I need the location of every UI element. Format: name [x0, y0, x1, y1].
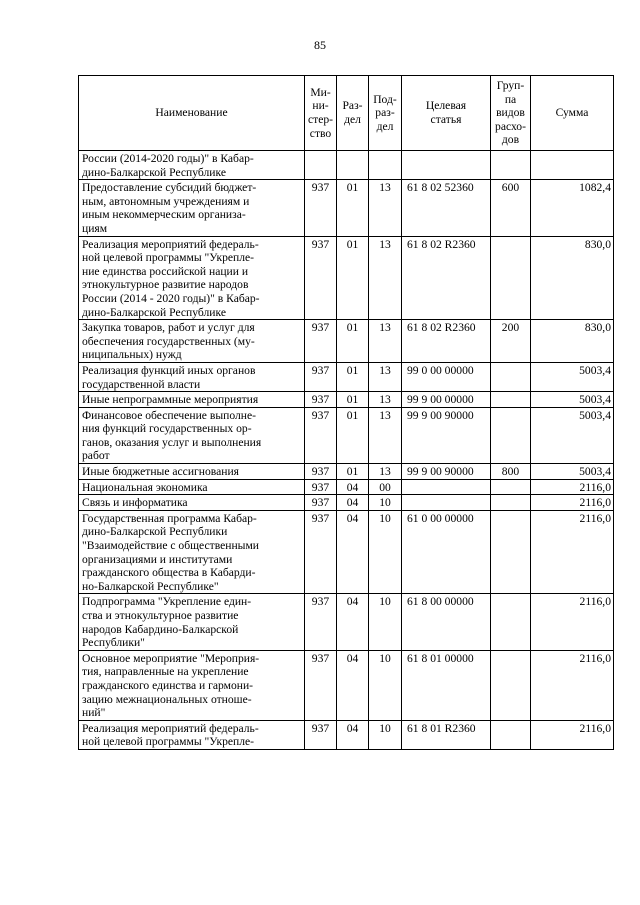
cell-target: 61 8 01 R2360 — [402, 720, 491, 749]
cell-subsection: 13 — [369, 392, 402, 408]
cell-group — [491, 594, 531, 650]
cell-subsection: 13 — [369, 464, 402, 480]
cell-section: 01 — [337, 392, 369, 408]
cell-target: 99 9 00 90000 — [402, 407, 491, 463]
cell-group: 200 — [491, 320, 531, 363]
cell-subsection — [369, 151, 402, 180]
cell-name: Иные бюджетные ассигнования — [79, 464, 305, 480]
table-row — [79, 392, 614, 408]
cell-section: 04 — [337, 720, 369, 749]
table-row — [79, 495, 614, 511]
cell-sum: 5003,4 — [531, 464, 614, 480]
cell-section: 04 — [337, 479, 369, 495]
cell-name: Финансовое обеспечение выполне- ния функций государственных ор- ганов, оказания услуг и выполнения работ — [79, 407, 305, 463]
cell-sum — [531, 151, 614, 180]
cell-name: Государственная программа Кабар- дино-Балкарской Республики "Взаимодействие с общественными организациями и институтами гражданского общества в Кабарди- но-Балкарской Республике" — [79, 510, 305, 594]
cell-section: 04 — [337, 510, 369, 594]
cell-ministry: 937 — [305, 650, 337, 720]
cell-target: 61 8 00 00000 — [402, 594, 491, 650]
cell-subsection: 10 — [369, 720, 402, 749]
cell-name: Предоставление субсидий бюджет- ным, автономным учреждениям и иным некоммерческим организа- циям — [79, 180, 305, 236]
cell-subsection: 13 — [369, 407, 402, 463]
table-row — [79, 320, 614, 363]
cell-group — [491, 392, 531, 408]
cell-ministry — [305, 151, 337, 180]
cell-section: 04 — [337, 495, 369, 511]
cell-name: Связь и информатика — [79, 495, 305, 511]
cell-group — [491, 479, 531, 495]
cell-sum: 5003,4 — [531, 362, 614, 391]
cell-sum: 5003,4 — [531, 407, 614, 463]
cell-sum: 830,0 — [531, 320, 614, 363]
cell-group — [491, 495, 531, 511]
cell-ministry: 937 — [305, 594, 337, 650]
cell-sum: 2116,0 — [531, 510, 614, 594]
cell-subsection: 10 — [369, 650, 402, 720]
cell-section: 01 — [337, 464, 369, 480]
cell-group — [491, 510, 531, 594]
header-name: Наименование — [79, 76, 305, 151]
cell-section: 01 — [337, 236, 369, 320]
cell-target: 99 9 00 00000 — [402, 392, 491, 408]
page-number: 85 — [314, 38, 326, 52]
cell-target — [402, 495, 491, 511]
cell-ministry: 937 — [305, 720, 337, 749]
cell-subsection: 13 — [369, 236, 402, 320]
cell-ministry: 937 — [305, 392, 337, 408]
cell-section: 04 — [337, 650, 369, 720]
cell-subsection: 10 — [369, 594, 402, 650]
header-ministry: Ми- ни- стер- ство — [305, 76, 337, 151]
header-group: Груп- па видов расхо- дов — [491, 76, 531, 151]
header-section: Раз- дел — [337, 76, 369, 151]
cell-group — [491, 236, 531, 320]
header-sum: Сумма — [531, 76, 614, 151]
table-row — [79, 479, 614, 495]
budget-table — [78, 75, 614, 750]
table-row — [79, 180, 614, 236]
cell-name: Реализация мероприятий федераль- ной целевой программы "Укрепле- ние единства российской нации и этнокультурное развитие народов России (2014 - 2020 годы)" в Кабар- дино-Балкарской Республике — [79, 236, 305, 320]
cell-name: Закупка товаров, работ и услуг для обеспечения государственных (му- ниципальных) нужд — [79, 320, 305, 363]
table-row — [79, 236, 614, 320]
cell-target: 61 8 01 00000 — [402, 650, 491, 720]
cell-sum: 2116,0 — [531, 650, 614, 720]
cell-sum: 2116,0 — [531, 495, 614, 511]
cell-subsection: 13 — [369, 320, 402, 363]
cell-section: 04 — [337, 594, 369, 650]
cell-group — [491, 362, 531, 391]
cell-sum: 5003,4 — [531, 392, 614, 408]
cell-subsection: 10 — [369, 495, 402, 511]
cell-target: 61 8 02 R2360 — [402, 320, 491, 363]
cell-name: России (2014-2020 годы)" в Кабар- дино-Балкарской Республике — [79, 151, 305, 180]
cell-target: 61 8 02 R2360 — [402, 236, 491, 320]
cell-sum: 2116,0 — [531, 594, 614, 650]
cell-target: 99 0 00 00000 — [402, 362, 491, 391]
cell-target: 99 9 00 90000 — [402, 464, 491, 480]
cell-sum: 830,0 — [531, 236, 614, 320]
cell-group — [491, 407, 531, 463]
cell-section: 01 — [337, 362, 369, 391]
table-row — [79, 650, 614, 720]
table-row — [79, 464, 614, 480]
cell-ministry: 937 — [305, 407, 337, 463]
cell-ministry: 937 — [305, 320, 337, 363]
header-target: Целевая статья — [402, 76, 491, 151]
cell-subsection: 13 — [369, 362, 402, 391]
cell-name: Иные непрограммные мероприятия — [79, 392, 305, 408]
cell-ministry: 937 — [305, 510, 337, 594]
cell-section — [337, 151, 369, 180]
cell-group — [491, 650, 531, 720]
cell-subsection: 10 — [369, 510, 402, 594]
cell-section: 01 — [337, 407, 369, 463]
table-row — [79, 407, 614, 463]
cell-sum: 1082,4 — [531, 180, 614, 236]
table-header-row — [79, 76, 614, 151]
cell-group — [491, 151, 531, 180]
cell-sum: 2116,0 — [531, 720, 614, 749]
table-row — [79, 362, 614, 391]
cell-ministry: 937 — [305, 362, 337, 391]
header-subsection: Под- раз- дел — [369, 76, 402, 151]
cell-target — [402, 151, 491, 180]
cell-name: Реализация мероприятий федераль- ной целевой программы "Укрепле- — [79, 720, 305, 749]
cell-group: 600 — [491, 180, 531, 236]
cell-ministry: 937 — [305, 236, 337, 320]
cell-ministry: 937 — [305, 479, 337, 495]
cell-sum: 2116,0 — [531, 479, 614, 495]
cell-ministry: 937 — [305, 464, 337, 480]
cell-section: 01 — [337, 320, 369, 363]
table-row — [79, 594, 614, 650]
cell-group: 800 — [491, 464, 531, 480]
cell-subsection: 00 — [369, 479, 402, 495]
cell-target: 61 8 02 52360 — [402, 180, 491, 236]
table-row — [79, 720, 614, 749]
cell-target — [402, 479, 491, 495]
cell-name: Подпрограмма "Укрепление един- ства и этнокультурное развитие народов Кабардино-Балкарской Республики" — [79, 594, 305, 650]
cell-name: Реализация функций иных органов государственной власти — [79, 362, 305, 391]
cell-ministry: 937 — [305, 495, 337, 511]
cell-name: Национальная экономика — [79, 479, 305, 495]
cell-section: 01 — [337, 180, 369, 236]
table-row — [79, 151, 614, 180]
cell-ministry: 937 — [305, 180, 337, 236]
cell-target: 61 0 00 00000 — [402, 510, 491, 594]
cell-name: Основное мероприятие "Мероприя- тия, направленные на укрепление гражданского единства и гармони- зацию межнациональных отноше- ний" — [79, 650, 305, 720]
cell-subsection: 13 — [369, 180, 402, 236]
table-row — [79, 510, 614, 594]
cell-group — [491, 720, 531, 749]
